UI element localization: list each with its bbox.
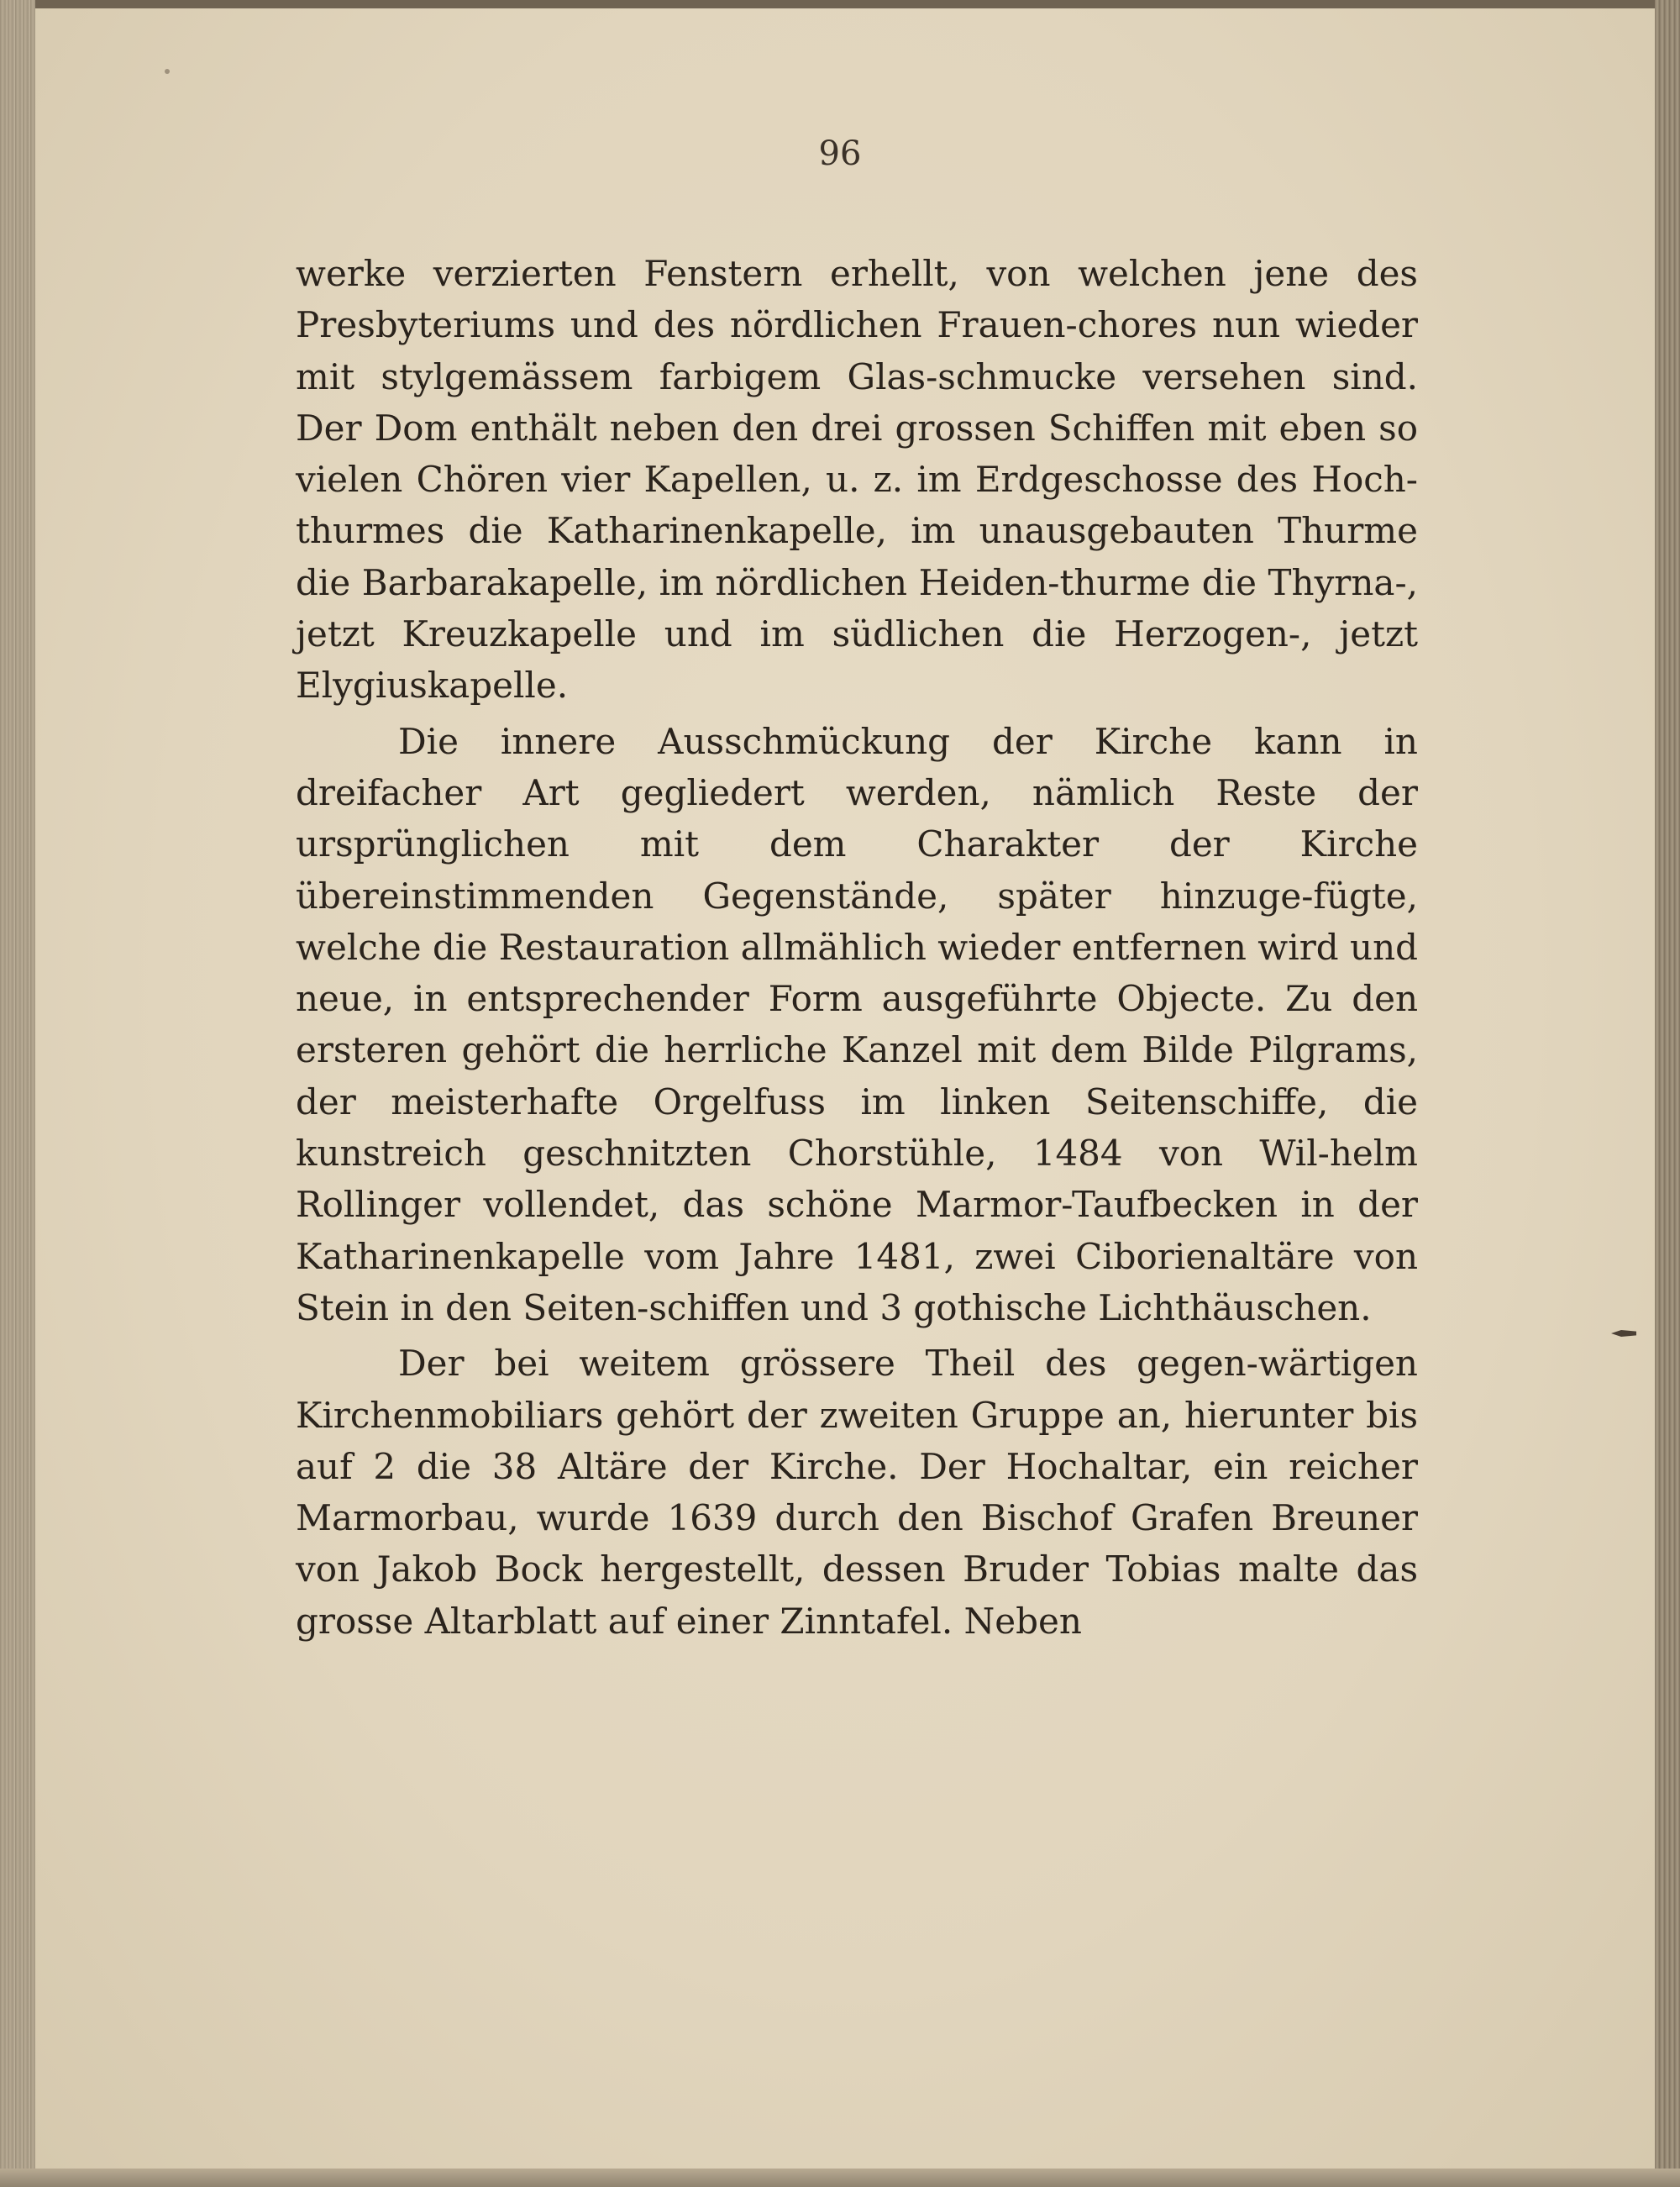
page-number: 96 bbox=[818, 134, 862, 173]
page-bottom-edge bbox=[0, 2169, 1680, 2187]
book-spine-left bbox=[0, 0, 35, 2187]
paper-speck bbox=[165, 69, 170, 74]
paragraph-2: Die innere Ausschmückung der Kirche kann in dreifacher Art gegliedert werden, nämlich Reste der ursprünglichen mit dem Charakter der Kirche übereinstimmenden Gegenstände, später hinzuge-fügte, welche die Restauration allmählich wieder entfernen wird und neue, in entsprechender Form ausgeführte Objecte. Zu den ersteren gehört die herrliche Kanzel mit dem Bilde Pilgrams, der meisterhafte Orgelfuss im linken Seitenschiffe, die kunstreich geschnitzten Chorstühle, 1484 von Wil-helm Rollinger vollendet, das schöne Marmor-Taufbecken in der Katharinenkapelle vom Jahre 1481, zwei Ciborienaltäre von Stein in den Seiten-schiffen und 3 gothische Lichthäuschen. bbox=[296, 720, 1418, 1328]
body-text bbox=[296, 248, 1418, 1647]
paragraph-3: Der bei weitem grössere Theil des gegen-wärtigen Kirchenmobiliars gehört der zweiten Gruppe an, hierunter bis auf 2 die 38 Altäre der Kirche. Der Hochaltar, ein reicher Marmorbau, wurde 1639 durch den Bischof Grafen Breuner von Jakob Bock hergestellt, dessen Bruder Tobias malte das grosse Altarblatt auf einer Zinntafel. Neben bbox=[296, 1343, 1418, 1642]
page-top-edge bbox=[0, 0, 1680, 8]
book-edge-right bbox=[1655, 0, 1680, 2187]
paragraph-1: werke verzierten Fenstern erhellt, von welchen jene des Presbyteriums und des nördlichen Frauen-chores nun wieder mit stylgemässem farbigem Glas-schmucke versehen sind. Der Dom enthält neben den drei grossen Schiffen mit eben so vielen Chören vier Kapellen, u. z. im Erdgeschosse des Hoch-thurmes die Katharinenkapelle, im unausgebauten Thurme die Barbarakapelle, im nördlichen Heiden-thurme die Thyrna-, jetzt Kreuzkapelle und im südlichen die Herzogen-, jetzt Elygiuskapelle. bbox=[296, 253, 1418, 707]
